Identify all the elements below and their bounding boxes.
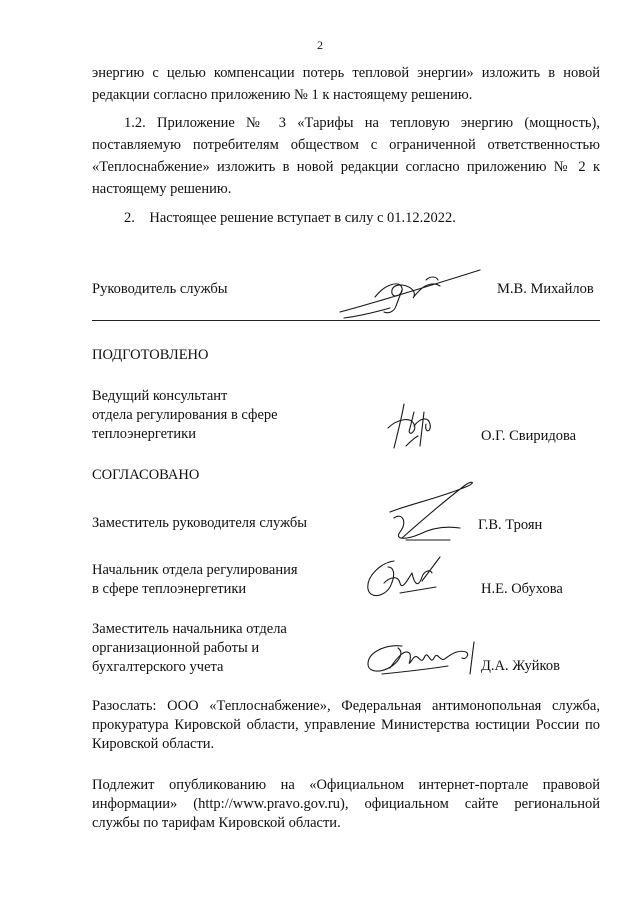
agreed-heading: СОГЛАСОВАНО (92, 467, 200, 483)
agreed-position-line: организационной работы и (92, 640, 260, 656)
paragraph-2: 2. Настоящее решение вступает в силу с 01.12.2022. (124, 210, 456, 226)
prepared-position-line: отдела регулирования в сфере (92, 407, 278, 423)
prepared-signature (380, 398, 450, 456)
head-title: Руководитель службы (92, 281, 228, 297)
paragraph-1-2: 1.2. Приложение № 3 «Тарифы на тепловую энергию (мощность), поставляемую потребителям обществом с ограниченной ответственностью «Теплоснабжение» изложить в новой редакции согласно приложению № 2 к настоящему решению. (92, 115, 600, 197)
agreed-position-line: Заместитель начальника отдела (92, 621, 287, 637)
agreed-position-line: Заместитель руководителя службы (92, 515, 308, 531)
agreed-position-line: бухгалтерского учета (92, 659, 224, 675)
distribution-list: Разослать: ООО «Теплоснабжение», Федеральная антимонопольная служба, прокуратура Кировской области, управление Министерства юстиции России по Кировской области. (92, 698, 600, 752)
prepared-position-line: теплоэнергетики (92, 426, 196, 442)
prepared-position (92, 387, 332, 444)
prepared-heading: ПОДГОТОВЛЕНО (92, 347, 209, 363)
agreed-signature-3 (362, 636, 487, 678)
prepared-position-line: Ведущий консультант (92, 388, 228, 404)
agreed-position-2 (92, 561, 352, 599)
prepared-name: О.Г. Свиридова (481, 428, 577, 444)
page-number: 2 (317, 38, 323, 52)
head-name: М.В. Михайлов (497, 281, 594, 297)
agreed-position-3 (92, 620, 352, 677)
agreed-signature-1 (380, 478, 480, 548)
separator-line (92, 320, 600, 321)
agreed-name-2: Н.Е. Обухова (481, 581, 563, 597)
agreed-position-1 (92, 512, 352, 534)
head-signature (330, 262, 490, 322)
paragraph-1: энергию с целью компенсации потерь тепловой энергии» изложить в новой редакции согласно приложению № 1 к настоящему решению. (92, 65, 600, 103)
publication-note: Подлежит опубликованию на «Официальном интернет-портале правовой информации» (http://www.pravo.gov.ru), официальном сайте региональной службы по тарифам Кировской области. (92, 777, 600, 831)
agreed-position-line: Начальник отдела регулирования (92, 562, 298, 578)
agreed-position-line: в сфере теплоэнергетики (92, 581, 247, 597)
agreed-name-3: Д.А. Жуйков (481, 658, 560, 674)
agreed-signature-2 (360, 553, 450, 603)
agreed-name-1: Г.В. Троян (478, 517, 543, 533)
